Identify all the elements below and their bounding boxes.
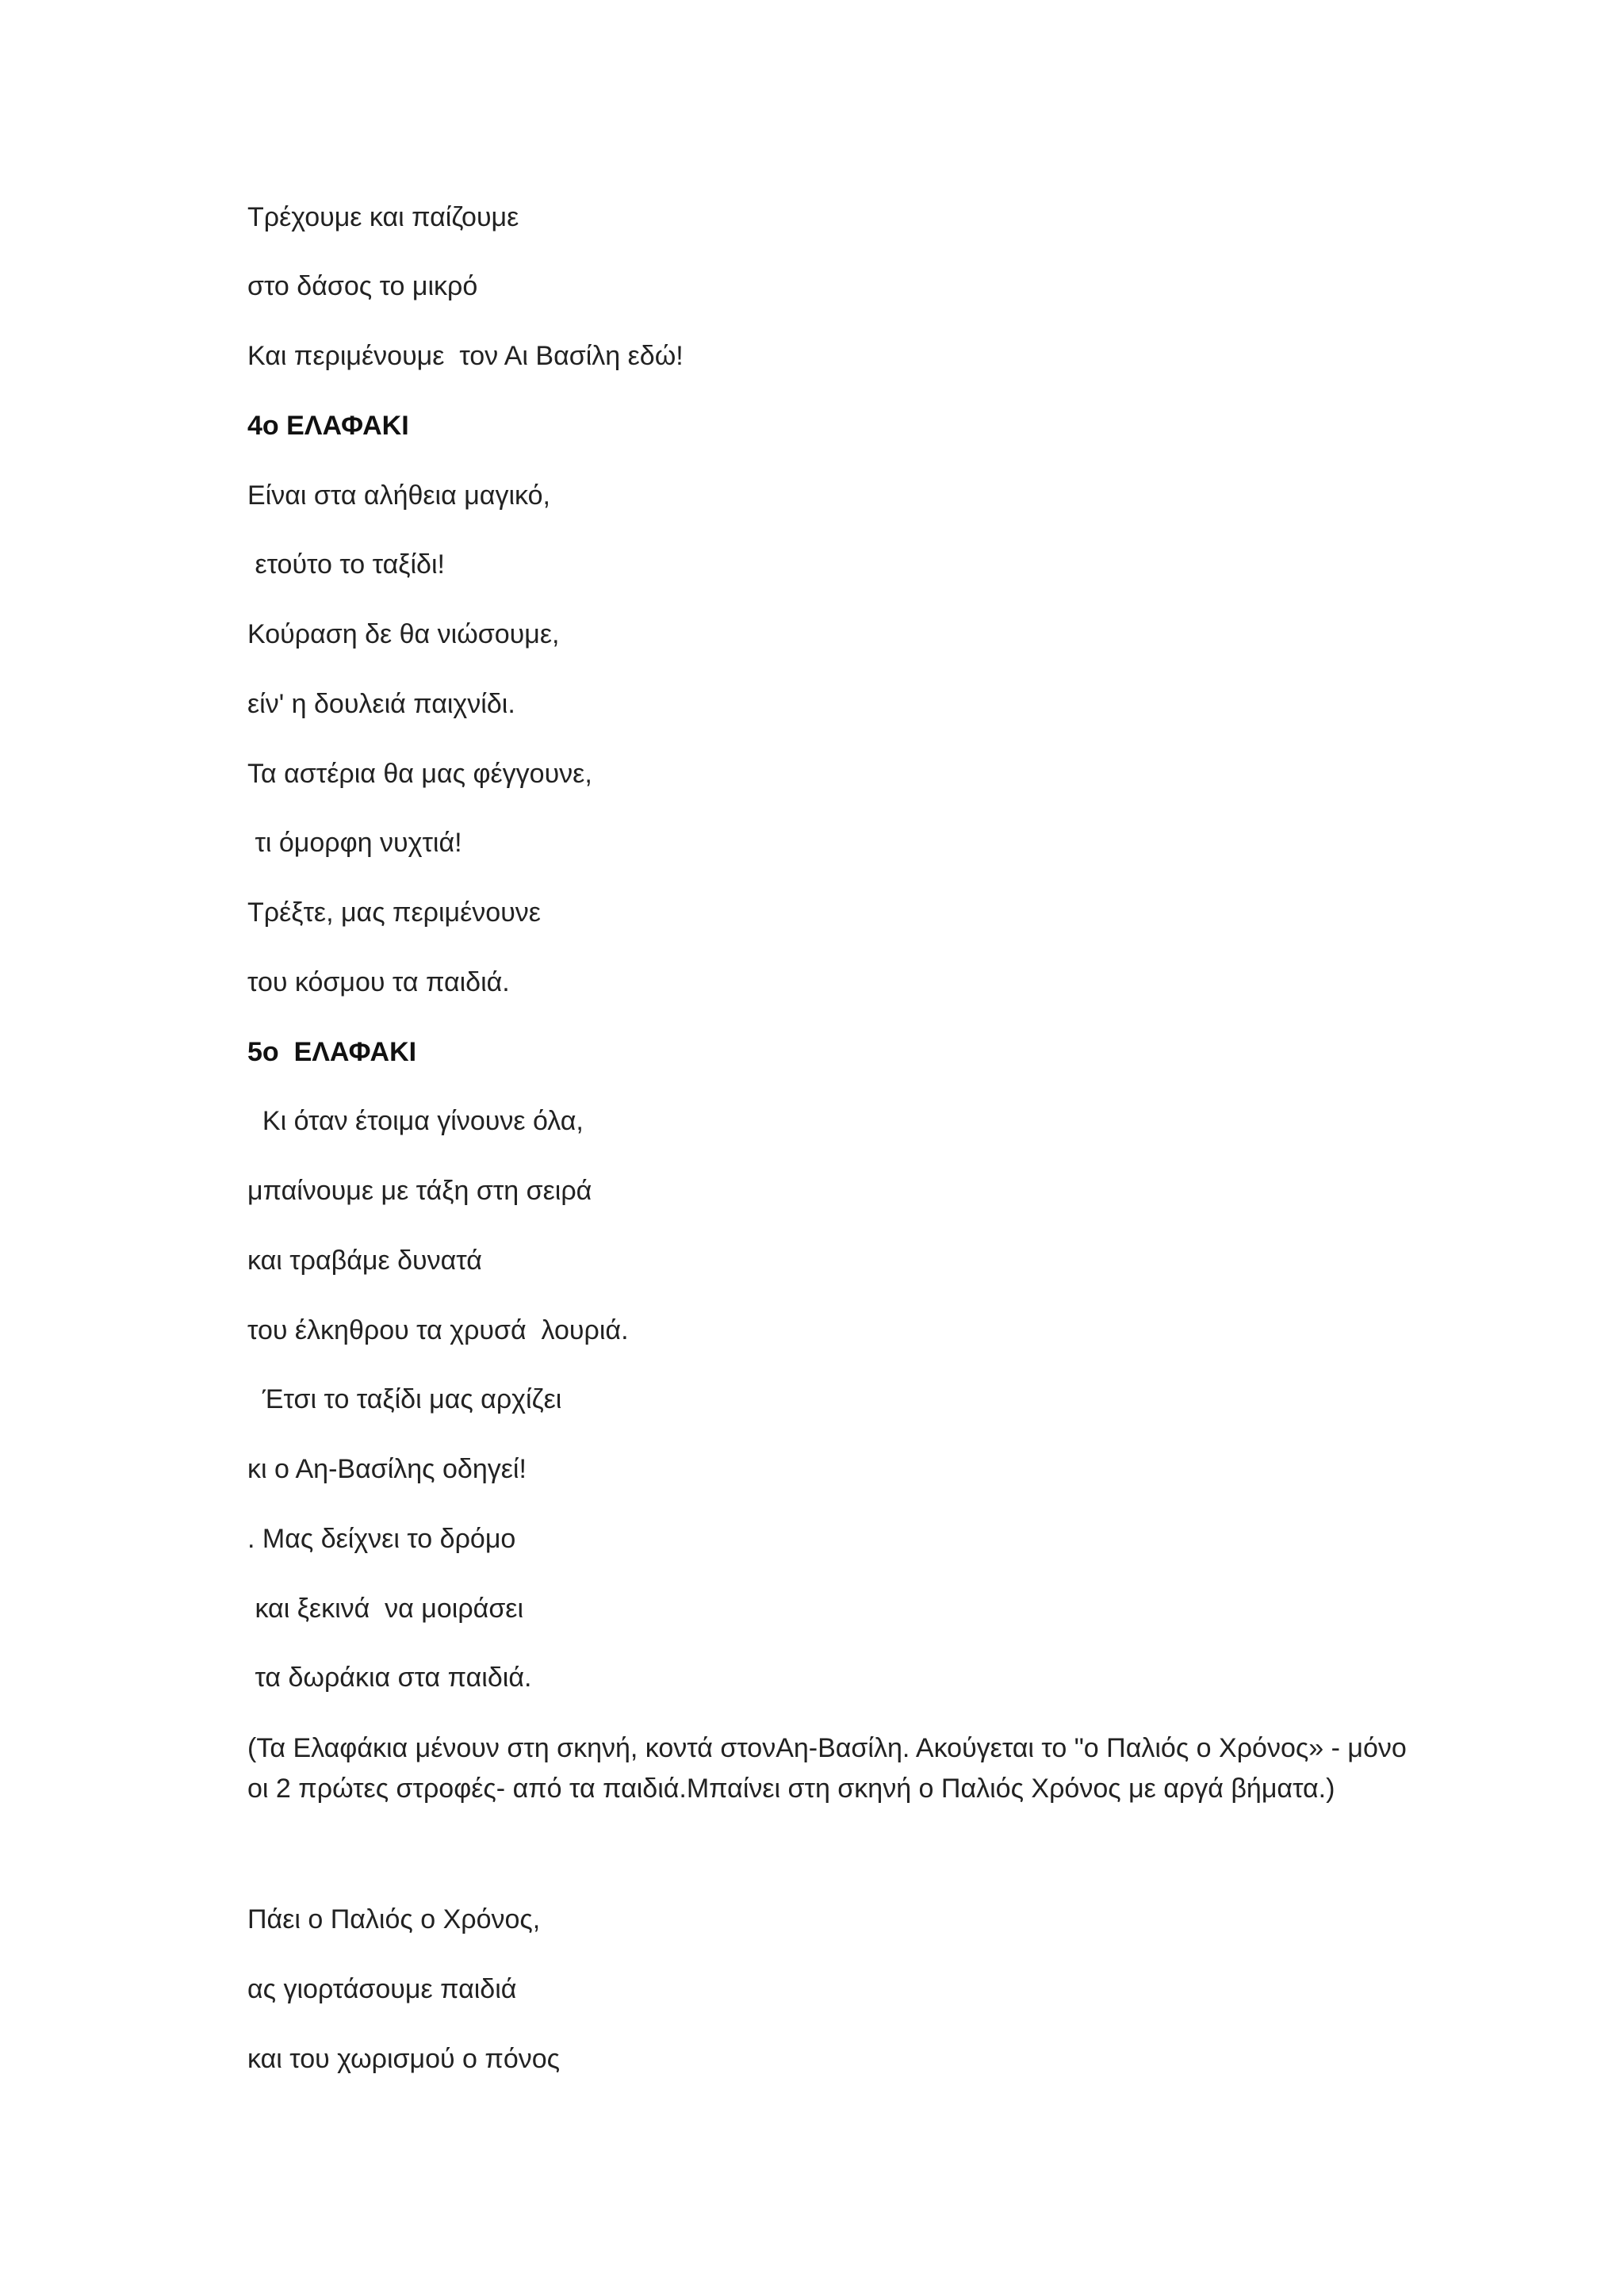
verse-line: Και περιμένουμε τον Αι Βασίλη εδώ! [247,341,684,371]
verse-line: Κούραση δε θα νιώσουμε, [247,619,560,649]
verse-line: μπαίνουμε με τάξη στη σειρά [247,1176,592,1206]
verse-line: Τα αστέρια θα μας φέγγουνε, [247,759,592,789]
verse-line: ας γιορτάσουμε παιδιά [247,1974,517,2004]
verse-line: Τρέχουμε και παίζουμε [247,202,519,232]
verse-line: και ξεκινά να μοιράσει [247,1594,524,1624]
verse-line: είν' η δουλειά παιχνίδι. [247,689,515,719]
stage-direction: (Τα Ελαφάκια μένουν στη σκηνή, κοντά στονΑη-Βασίλη. Ακούγεται το "ο Παλιός ο Χρόνος» - μόνο οι 2 πρώτες στροφές- από τα παιδιά.Μπαίνει στη σκηνή ο Παλιός Χρόνος με αργά βήματα.) [247,1733,1407,1804]
verse-line: τα δωράκια στα παιδιά. [247,1663,532,1693]
verse-line: Κι όταν έτοιμα γίνουνε όλα, [247,1106,584,1136]
verse-line: Πάει ο Παλιός ο Χρόνος, [247,1904,541,1934]
verse-line: στο δάσος το μικρό [247,271,478,301]
verse-line: . Μας δείχνει το δρόμο [247,1524,516,1554]
verse-line: Έτσι το ταξίδι μας αρχίζει [247,1384,562,1414]
section-heading-4: 4ο ΕΛΑΦΑΚΙ [247,411,409,441]
verse-line: κι ο Αη-Βασίλης οδηγεί! [247,1454,527,1484]
verse-line: και του χωρισμού ο πόνος [247,2044,561,2074]
verse-line: Τρέξτε, μας περιμένουνε [247,897,541,928]
verse-line: του έλκηθρου τα χρυσά λουριά. [247,1315,629,1345]
verse-line: του κόσμου τα παιδιά. [247,967,510,997]
verse-line: ετούτο το ταξίδι! [247,549,445,580]
verse-line: και τραβάμε δυνατά [247,1246,482,1276]
verse-line: τι όμορφη νυχτιά! [247,828,462,858]
section-heading-5: 5ο ΕΛΑΦΑΚΙ [247,1037,417,1067]
verse-line: Είναι στα αλήθεια μαγικό, [247,480,550,511]
